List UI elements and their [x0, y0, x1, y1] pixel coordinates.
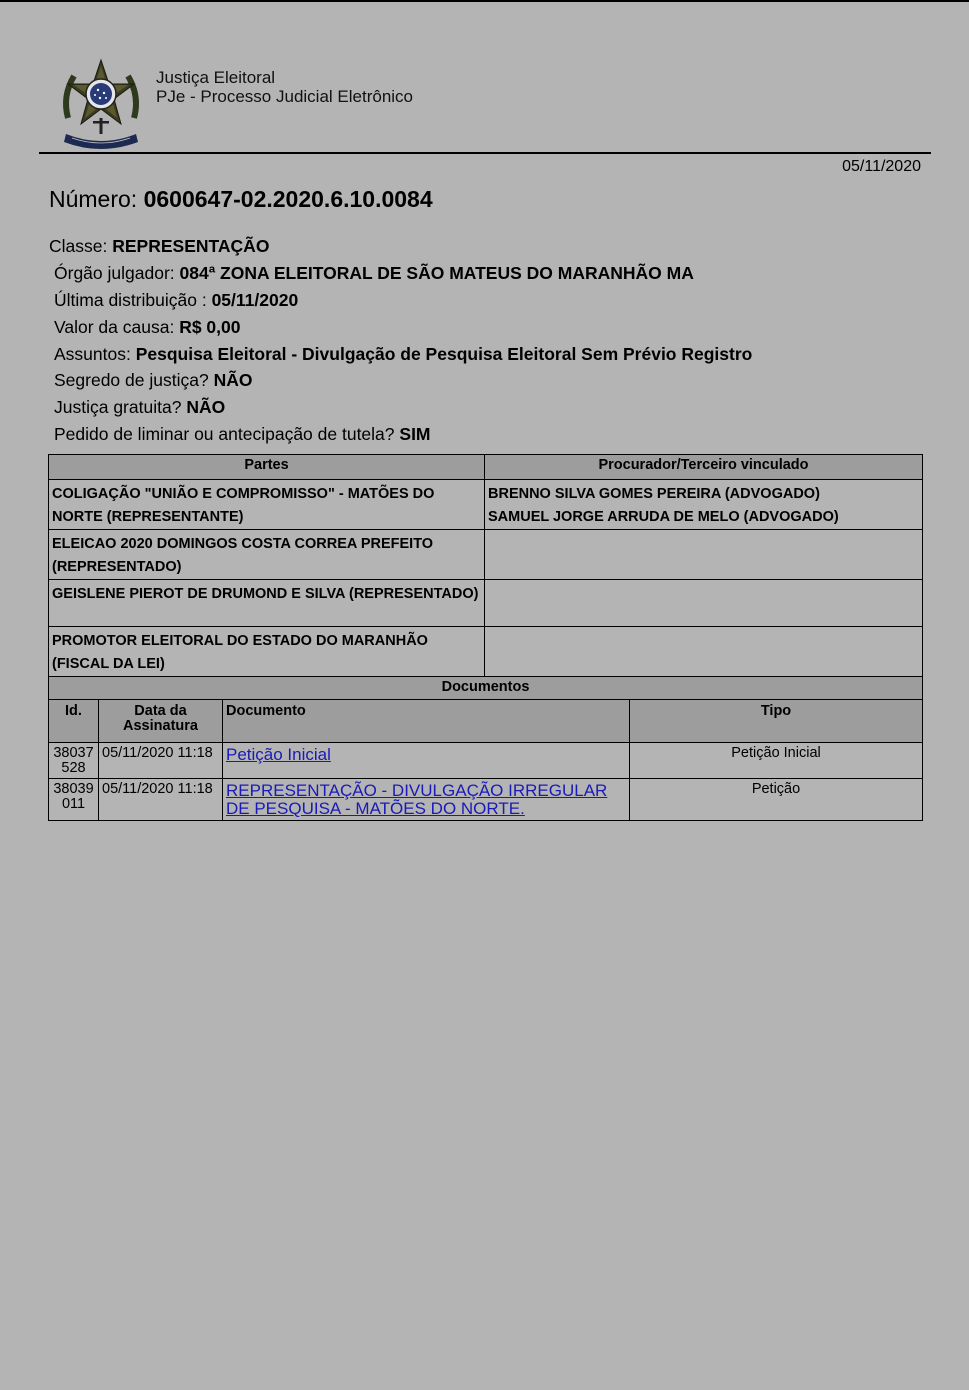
- field-pedido-liminar: [54, 424, 431, 445]
- top-border: [0, 0, 969, 2]
- table-row: [49, 743, 923, 779]
- process-number-value: 0600647-02.2020.6.10.0084: [143, 186, 433, 212]
- documentos-table: [48, 676, 923, 821]
- field-label: Classe:: [49, 236, 108, 256]
- field-value: 05/11/2020: [211, 290, 299, 310]
- doc-name-cell: [223, 779, 630, 821]
- document-header: [58, 58, 478, 150]
- procurador-cell: [485, 627, 923, 677]
- field-value: REPRESENTAÇÃO: [112, 236, 270, 256]
- doc-id-cell: 38037528: [49, 743, 99, 779]
- doc-name-cell: [223, 743, 630, 779]
- system-name: PJe - Processo Judicial Eletrônico: [156, 87, 414, 106]
- column-header-partes: Partes: [49, 455, 485, 480]
- doc-id-cell: 38039011: [49, 779, 99, 821]
- field-label: Pedido de liminar ou antecipação de tutela?: [54, 424, 395, 444]
- field-label: Valor da causa:: [54, 317, 175, 337]
- field-ultima-distribuicao: [54, 290, 298, 311]
- process-number-label: Número:: [49, 186, 138, 212]
- parte-cell: PROMOTOR ELEITORAL DO ESTADO DO MARANHÃO (FISCAL DA LEI): [49, 627, 485, 677]
- column-header-tipo: Tipo: [630, 700, 923, 743]
- procurador-cell: [485, 530, 923, 580]
- field-value: SIM: [399, 424, 431, 444]
- document-link[interactable]: REPRESENTAÇÃO - DIVULGAÇÃO IRREGULAR DE PESQUISA - MATÕES DO NORTE.: [226, 781, 608, 818]
- parte-cell: COLIGAÇÃO "UNIÃO E COMPROMISSO" - MATÕES DO NORTE (REPRESENTANTE): [49, 480, 485, 530]
- column-header-documento: Documento: [223, 700, 630, 743]
- procurador-name: BRENNO SILVA GOMES PEREIRA (ADVOGADO): [488, 486, 820, 502]
- field-label: Órgão julgador:: [54, 263, 175, 283]
- column-header-procurador: Procurador/Terceiro vinculado: [485, 455, 923, 480]
- doc-date-cell: 05/11/2020 11:18: [99, 743, 223, 779]
- field-justica-gratuita: [54, 397, 225, 418]
- documentos-title: Documentos: [49, 677, 923, 700]
- field-value: 084ª ZONA ELEITORAL DE SÃO MATEUS DO MARANHÃO MA: [179, 263, 694, 283]
- parte-cell: GEISLENE PIEROT DE DRUMOND E SILVA (REPRESENTADO): [49, 580, 485, 627]
- field-value: NÃO: [186, 397, 226, 417]
- doc-date-cell: 05/11/2020 11:18: [99, 779, 223, 821]
- field-value: R$ 0,00: [179, 317, 241, 337]
- field-label: Segredo de justiça?: [54, 370, 209, 390]
- field-label: Justiça gratuita?: [54, 397, 182, 417]
- field-valor-causa: [54, 317, 240, 338]
- header-text: [156, 68, 413, 106]
- table-title-row: [49, 677, 923, 700]
- field-classe: [49, 236, 269, 257]
- table-row: [49, 627, 923, 677]
- table-header-row: [49, 700, 923, 743]
- column-header-data: Data da Assinatura: [99, 700, 223, 743]
- procurador-cell: [485, 480, 923, 530]
- table-row: [49, 580, 923, 627]
- table-row: [49, 530, 923, 580]
- field-segredo-justica: [54, 370, 252, 391]
- document-date: 05/11/2020: [842, 158, 921, 175]
- field-label: Assuntos:: [54, 344, 131, 364]
- brazil-coat-of-arms-icon: [58, 58, 144, 150]
- process-number: [49, 186, 433, 213]
- column-header-id: Id.: [49, 700, 99, 743]
- doc-tipo-cell: Petição: [630, 779, 923, 821]
- partes-table: [48, 454, 923, 677]
- table-row: [49, 779, 923, 821]
- parte-cell: ELEICAO 2020 DOMINGOS COSTA CORREA PREFEITO (REPRESENTADO): [49, 530, 485, 580]
- field-orgao-julgador: [54, 263, 694, 284]
- field-assuntos: [54, 344, 752, 365]
- org-name: Justiça Eleitoral: [156, 68, 276, 87]
- document-link[interactable]: Petição Inicial: [226, 745, 331, 764]
- procurador-name: SAMUEL JORGE ARRUDA DE MELO (ADVOGADO): [488, 509, 839, 525]
- field-label: Última distribuição :: [54, 290, 207, 310]
- field-value: NÃO: [213, 370, 253, 390]
- table-row: [49, 480, 923, 530]
- procurador-cell: [485, 580, 923, 627]
- doc-tipo-cell: Petição Inicial: [630, 743, 923, 779]
- table-header-row: [49, 455, 923, 480]
- header-divider: [39, 152, 931, 154]
- field-value: Pesquisa Eleitoral - Divulgação de Pesquisa Eleitoral Sem Prévio Registro: [135, 344, 753, 364]
